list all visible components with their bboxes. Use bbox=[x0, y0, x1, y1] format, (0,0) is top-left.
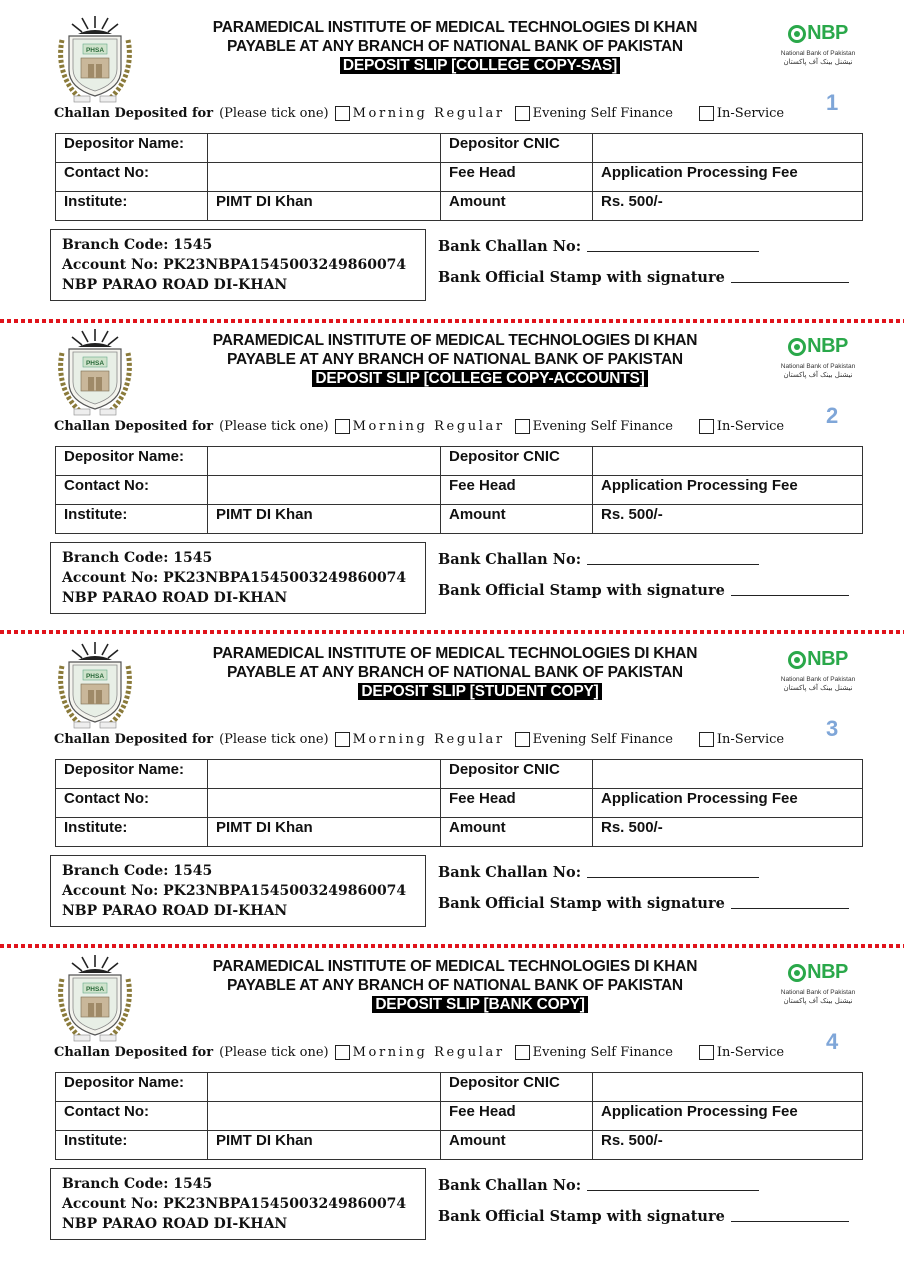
depositor-info-table bbox=[55, 133, 863, 221]
nbp-name: National Bank of Pakistan bbox=[780, 675, 856, 683]
payable-line: PAYABLE AT ANY BRANCH OF NATIONAL BANK OF PAKISTAN bbox=[227, 351, 683, 368]
bank-account-box bbox=[50, 1168, 426, 1240]
nbp-name-urdu: نیشنل بینک آف پاکستان bbox=[783, 683, 853, 692]
depositor-info-table bbox=[55, 1072, 863, 1160]
bank-challan-no-field[interactable] bbox=[587, 876, 759, 878]
morning-regular-label: Morning Regular bbox=[352, 1045, 505, 1060]
challan-label: Challan Deposited for bbox=[54, 1045, 214, 1060]
institute-title: PARAMEDICAL INSTITUTE OF MEDICAL TECHNOLOGIES DI KHAN bbox=[212, 19, 698, 36]
evening-self-finance-label: Evening Self Finance bbox=[532, 1045, 673, 1060]
evening-self-finance-label: Evening Self Finance bbox=[532, 106, 673, 121]
nbp-name: National Bank of Pakistan bbox=[780, 988, 856, 996]
table-row bbox=[56, 447, 863, 476]
account-number: Account No: PK23NBPA1545003249860074 bbox=[62, 257, 407, 273]
table-row bbox=[56, 134, 863, 163]
branch-name: NBP PARAO ROAD DI-KHAN bbox=[62, 1216, 288, 1232]
in-service-checkbox[interactable] bbox=[699, 732, 714, 747]
branch-code: Branch Code: 1545 bbox=[62, 863, 213, 879]
payable-line: PAYABLE AT ANY BRANCH OF NATIONAL BANK OF PAKISTAN bbox=[227, 977, 683, 994]
bank-account-box bbox=[50, 855, 426, 927]
in-service-checkbox[interactable] bbox=[699, 419, 714, 434]
in-service-label: In-Service bbox=[716, 106, 785, 121]
contact-no-label: Contact No: bbox=[56, 476, 208, 505]
fee-head-label: Fee Head bbox=[441, 476, 593, 505]
payable-line: PAYABLE AT ANY BRANCH OF NATIONAL BANK OF PAKISTAN bbox=[227, 38, 683, 55]
deposit-slip-4 bbox=[0, 947, 904, 1260]
morning-regular-label: Morning Regular bbox=[352, 732, 505, 747]
table-row bbox=[56, 760, 863, 789]
copy-title: DEPOSIT SLIP [STUDENT COPY] bbox=[358, 683, 601, 700]
amount-label: Amount bbox=[441, 505, 593, 534]
nbp-logo bbox=[770, 648, 866, 692]
bank-challan-no-field[interactable] bbox=[587, 1189, 759, 1191]
depositor-info-table bbox=[55, 446, 863, 534]
table-row bbox=[56, 1131, 863, 1160]
depositor-info-table bbox=[55, 759, 863, 847]
fee-head-value: Application Processing Fee bbox=[593, 1102, 863, 1131]
branch-code: Branch Code: 1545 bbox=[62, 550, 213, 566]
contact-no-label: Contact No: bbox=[56, 789, 208, 818]
bank-fields bbox=[438, 1177, 849, 1225]
depositor-cnic-field[interactable] bbox=[593, 760, 863, 789]
contact-no-field[interactable] bbox=[208, 476, 441, 505]
amount-label: Amount bbox=[441, 818, 593, 847]
bank-fields bbox=[438, 238, 849, 286]
fee-head-value: Application Processing Fee bbox=[593, 163, 863, 192]
institute-label: Institute: bbox=[56, 192, 208, 221]
bank-stamp-field[interactable] bbox=[731, 1220, 849, 1222]
fee-head-value: Application Processing Fee bbox=[593, 789, 863, 818]
depositor-name-label: Depositor Name: bbox=[56, 134, 208, 163]
institute-label: Institute: bbox=[56, 505, 208, 534]
slip-header bbox=[190, 957, 720, 1014]
nbp-swirl-icon bbox=[788, 964, 806, 982]
table-row bbox=[56, 476, 863, 505]
payable-line: PAYABLE AT ANY BRANCH OF NATIONAL BANK OF PAKISTAN bbox=[227, 664, 683, 681]
amount-value: Rs. 500/- bbox=[593, 1131, 863, 1160]
bank-stamp-field[interactable] bbox=[731, 594, 849, 596]
in-service-checkbox[interactable] bbox=[699, 106, 714, 121]
contact-no-label: Contact No: bbox=[56, 1102, 208, 1131]
bank-account-box bbox=[50, 229, 426, 301]
depositor-name-field[interactable] bbox=[208, 134, 441, 163]
branch-name: NBP PARAO ROAD DI-KHAN bbox=[62, 277, 288, 293]
nbp-name-urdu: نیشنل بینک آف پاکستان bbox=[783, 57, 853, 66]
depositor-cnic-label: Depositor CNIC bbox=[441, 760, 593, 789]
nbp-logo bbox=[770, 22, 866, 66]
slip-header bbox=[190, 18, 720, 75]
evening-self-finance-checkbox[interactable] bbox=[515, 419, 530, 434]
in-service-label: In-Service bbox=[716, 419, 785, 434]
nbp-mark-text: NBP bbox=[807, 335, 848, 357]
in-service-checkbox[interactable] bbox=[699, 1045, 714, 1060]
institute-value: PIMT DI Khan bbox=[208, 192, 441, 221]
morning-regular-label: Morning Regular bbox=[352, 419, 505, 434]
phsa-logo-text: PHSA bbox=[85, 360, 105, 367]
amount-value: Rs. 500/- bbox=[593, 818, 863, 847]
nbp-mark-text: NBP bbox=[807, 961, 848, 983]
amount-value: Rs. 500/- bbox=[593, 192, 863, 221]
bank-stamp-label: Bank Official Stamp with signature bbox=[438, 582, 725, 599]
evening-self-finance-checkbox[interactable] bbox=[515, 106, 530, 121]
institute-value: PIMT DI Khan bbox=[208, 1131, 441, 1160]
bank-challan-no-label: Bank Challan No: bbox=[438, 238, 582, 255]
institute-label: Institute: bbox=[56, 1131, 208, 1160]
institute-title: PARAMEDICAL INSTITUTE OF MEDICAL TECHNOLOGIES DI KHAN bbox=[212, 958, 698, 975]
challan-label: Challan Deposited for bbox=[54, 732, 214, 747]
challan-deposited-for bbox=[54, 419, 788, 434]
bank-account-box bbox=[50, 542, 426, 614]
in-service-label: In-Service bbox=[716, 1045, 785, 1060]
challan-deposited-for bbox=[54, 732, 788, 747]
institute-title: PARAMEDICAL INSTITUTE OF MEDICAL TECHNOLOGIES DI KHAN bbox=[212, 645, 698, 662]
morning-regular-checkbox[interactable] bbox=[335, 106, 350, 121]
nbp-swirl-icon bbox=[788, 338, 806, 356]
bank-stamp-field[interactable] bbox=[731, 281, 849, 283]
evening-self-finance-label: Evening Self Finance bbox=[532, 732, 673, 747]
copy-title: DEPOSIT SLIP [COLLEGE COPY-SAS] bbox=[340, 57, 620, 74]
cut-line-divider bbox=[0, 630, 904, 634]
bank-fields bbox=[438, 551, 849, 599]
institute-value: PIMT DI Khan bbox=[208, 505, 441, 534]
depositor-cnic-label: Depositor CNIC bbox=[441, 447, 593, 476]
depositor-cnic-field[interactable] bbox=[593, 1073, 863, 1102]
challan-deposited-for bbox=[54, 1045, 788, 1060]
morning-regular-label: Morning Regular bbox=[352, 106, 505, 121]
phsa-logo-text: PHSA bbox=[85, 47, 105, 54]
amount-label: Amount bbox=[441, 192, 593, 221]
challan-hint: (Please tick one) bbox=[219, 732, 329, 747]
deposit-slip-3 bbox=[0, 634, 904, 947]
amount-label: Amount bbox=[441, 1131, 593, 1160]
bank-challan-no-field[interactable] bbox=[587, 250, 759, 252]
cut-line-divider bbox=[0, 319, 904, 323]
challan-hint: (Please tick one) bbox=[219, 1045, 329, 1060]
branch-code: Branch Code: 1545 bbox=[62, 1176, 213, 1192]
depositor-cnic-label: Depositor CNIC bbox=[441, 134, 593, 163]
nbp-name: National Bank of Pakistan bbox=[780, 49, 856, 57]
nbp-logo bbox=[770, 961, 866, 1005]
challan-label: Challan Deposited for bbox=[54, 106, 214, 121]
bank-challan-no-label: Bank Challan No: bbox=[438, 551, 582, 568]
depositor-cnic-field[interactable] bbox=[593, 134, 863, 163]
table-row bbox=[56, 1073, 863, 1102]
table-row bbox=[56, 818, 863, 847]
bank-fields bbox=[438, 864, 849, 912]
amount-value: Rs. 500/- bbox=[593, 505, 863, 534]
nbp-swirl-icon bbox=[788, 651, 806, 669]
fee-head-value: Application Processing Fee bbox=[593, 476, 863, 505]
contact-no-label: Contact No: bbox=[56, 163, 208, 192]
evening-self-finance-label: Evening Self Finance bbox=[532, 419, 673, 434]
bank-challan-no-label: Bank Challan No: bbox=[438, 864, 582, 881]
copy-number: 1 bbox=[826, 90, 839, 115]
table-row bbox=[56, 192, 863, 221]
copy-title: DEPOSIT SLIP [BANK COPY] bbox=[372, 996, 587, 1013]
nbp-mark-text: NBP bbox=[807, 648, 848, 670]
branch-name: NBP PARAO ROAD DI-KHAN bbox=[62, 590, 288, 606]
bank-challan-no-field[interactable] bbox=[587, 563, 759, 565]
bank-stamp-label: Bank Official Stamp with signature bbox=[438, 1208, 725, 1225]
slip-header bbox=[190, 644, 720, 701]
copy-number: 3 bbox=[826, 716, 839, 741]
institute-label: Institute: bbox=[56, 818, 208, 847]
phsa-crest-logo bbox=[52, 953, 138, 1045]
account-number: Account No: PK23NBPA1545003249860074 bbox=[62, 883, 407, 899]
nbp-mark-text: NBP bbox=[807, 22, 848, 44]
branch-code: Branch Code: 1545 bbox=[62, 237, 213, 253]
table-row bbox=[56, 789, 863, 818]
challan-hint: (Please tick one) bbox=[219, 419, 329, 434]
bank-stamp-label: Bank Official Stamp with signature bbox=[438, 895, 725, 912]
depositor-cnic-field[interactable] bbox=[593, 447, 863, 476]
depositor-name-label: Depositor Name: bbox=[56, 1073, 208, 1102]
phsa-crest-logo bbox=[52, 14, 138, 106]
morning-regular-checkbox[interactable] bbox=[335, 732, 350, 747]
nbp-name-urdu: نیشنل بینک آف پاکستان bbox=[783, 370, 853, 379]
fee-head-label: Fee Head bbox=[441, 163, 593, 192]
copy-number: 4 bbox=[826, 1029, 839, 1054]
bank-challan-no-label: Bank Challan No: bbox=[438, 1177, 582, 1194]
phsa-crest-logo bbox=[52, 327, 138, 419]
evening-self-finance-checkbox[interactable] bbox=[515, 1045, 530, 1060]
depositor-name-field[interactable] bbox=[208, 1073, 441, 1102]
copy-number: 2 bbox=[826, 403, 839, 428]
challan-label: Challan Deposited for bbox=[54, 419, 214, 434]
deposit-slip-1 bbox=[0, 8, 904, 321]
nbp-name-urdu: نیشنل بینک آف پاکستان bbox=[783, 996, 853, 1005]
phsa-crest-logo bbox=[52, 640, 138, 732]
institute-title: PARAMEDICAL INSTITUTE OF MEDICAL TECHNOLOGIES DI KHAN bbox=[212, 332, 698, 349]
table-row bbox=[56, 505, 863, 534]
slip-header bbox=[190, 331, 720, 388]
fee-head-label: Fee Head bbox=[441, 1102, 593, 1131]
fee-head-label: Fee Head bbox=[441, 789, 593, 818]
morning-regular-checkbox[interactable] bbox=[335, 419, 350, 434]
contact-no-field[interactable] bbox=[208, 789, 441, 818]
account-number: Account No: PK23NBPA1545003249860074 bbox=[62, 570, 407, 586]
in-service-label: In-Service bbox=[716, 732, 785, 747]
challan-hint: (Please tick one) bbox=[219, 106, 329, 121]
evening-self-finance-checkbox[interactable] bbox=[515, 732, 530, 747]
bank-stamp-field[interactable] bbox=[731, 907, 849, 909]
table-row bbox=[56, 1102, 863, 1131]
cut-line-divider bbox=[0, 944, 904, 948]
contact-no-field[interactable] bbox=[208, 163, 441, 192]
phsa-logo-text: PHSA bbox=[85, 673, 105, 680]
copy-title: DEPOSIT SLIP [COLLEGE COPY-ACCOUNTS] bbox=[312, 370, 647, 387]
challan-deposited-for bbox=[54, 106, 788, 121]
morning-regular-checkbox[interactable] bbox=[335, 1045, 350, 1060]
account-number: Account No: PK23NBPA1545003249860074 bbox=[62, 1196, 407, 1212]
depositor-name-label: Depositor Name: bbox=[56, 760, 208, 789]
phsa-logo-text: PHSA bbox=[85, 986, 105, 993]
contact-no-field[interactable] bbox=[208, 1102, 441, 1131]
depositor-name-field[interactable] bbox=[208, 447, 441, 476]
branch-name: NBP PARAO ROAD DI-KHAN bbox=[62, 903, 288, 919]
nbp-name: National Bank of Pakistan bbox=[780, 362, 856, 370]
deposit-slip-2 bbox=[0, 321, 904, 634]
institute-value: PIMT DI Khan bbox=[208, 818, 441, 847]
depositor-name-label: Depositor Name: bbox=[56, 447, 208, 476]
nbp-swirl-icon bbox=[788, 25, 806, 43]
depositor-cnic-label: Depositor CNIC bbox=[441, 1073, 593, 1102]
depositor-name-field[interactable] bbox=[208, 760, 441, 789]
table-row bbox=[56, 163, 863, 192]
bank-stamp-label: Bank Official Stamp with signature bbox=[438, 269, 725, 286]
nbp-logo bbox=[770, 335, 866, 379]
